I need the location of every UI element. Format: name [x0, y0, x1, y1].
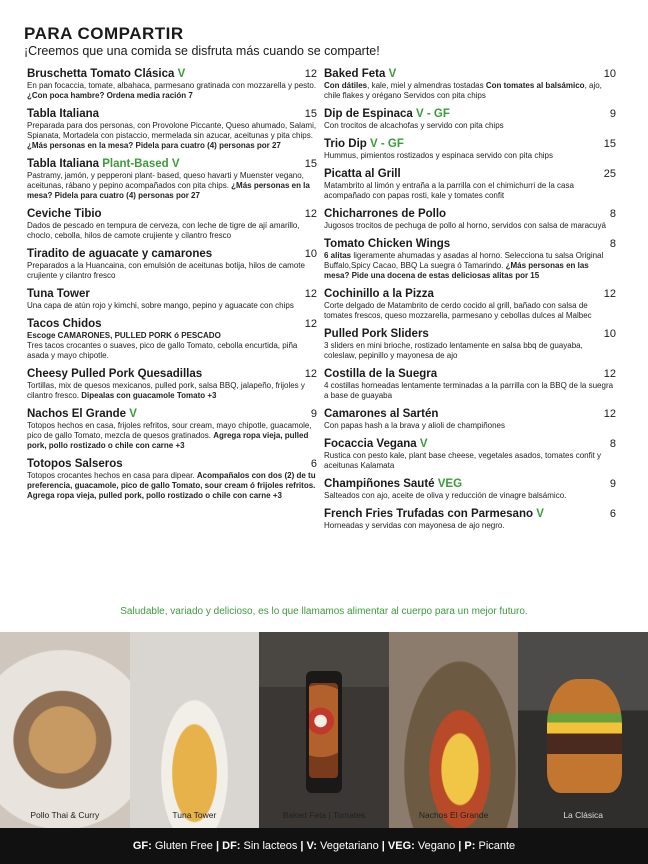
menu-item-title — [324, 507, 544, 521]
photo-pollo-thai — [0, 632, 130, 828]
diet-tag: V - GF — [370, 138, 404, 150]
menu-item-name: Picatta al Grill — [324, 168, 401, 180]
menu-item-description — [324, 151, 616, 161]
photo-baked-feta — [259, 632, 389, 828]
menu-item — [27, 247, 317, 281]
menu-item-header — [324, 287, 616, 301]
menu-item-name: Nachos El Grande — [27, 408, 127, 420]
menu-item-header — [324, 67, 616, 81]
menu-item-header — [324, 237, 616, 251]
menu-item-name: Pulled Pork Sliders — [324, 328, 429, 340]
description-text: Totopos hechos en casa, frijoles refritos, sour cream, mayo chipotle, guacamole, pico de gallo Tomato, mezcla de quesos gratinados. — [27, 421, 312, 440]
menu-item-price: 10 — [603, 328, 616, 340]
legend-v: V: Vegetariano — [306, 840, 379, 852]
menu-item-description — [27, 81, 317, 101]
menu-item — [324, 207, 616, 231]
diet-tag: VEG — [437, 478, 463, 490]
description-note: ¿Con poca hambre? Ordena media ración 7 — [27, 91, 193, 100]
menu-item-title — [27, 247, 212, 261]
legend-separator: | — [215, 840, 220, 852]
menu-item-name: Bruschetta Tomato Clásica — [27, 68, 175, 80]
menu-item-header — [27, 407, 317, 421]
menu-item-name: Chicharrones de Pollo — [324, 208, 447, 220]
menu-item-title — [324, 207, 446, 221]
menu-item-description — [324, 221, 616, 231]
legend-veg: VEG: Vegano — [387, 840, 456, 852]
menu-item-price: 12 — [603, 368, 616, 380]
menu-item-description — [324, 251, 616, 281]
menu-item — [324, 327, 616, 361]
description-text: 4 costillas horneadas lentamente terminadas a la parrilla con la BBQ de la suegra a base de guayaba — [324, 381, 614, 400]
menu-item-description — [324, 381, 616, 401]
menu-item-name: Baked Feta — [324, 68, 386, 80]
menu-item-header — [324, 137, 616, 151]
menu-item-title — [324, 137, 404, 151]
menu-item-price: 12 — [304, 318, 317, 330]
menu-item-header — [324, 327, 616, 341]
menu-item — [324, 367, 616, 401]
menu-item-price: 8 — [609, 208, 616, 220]
description-highlight: Escoge CAMARONES, PULLED PORK ó PESCADO — [27, 331, 221, 340]
description-text: Una capa de atún rojo y kimchi, sobre mango, pepino y aguacate con chips — [27, 301, 294, 310]
description-text: ligeramente ahumadas y asadas al horno. Selecciona tu salsa Original Buffalo,Spicy Cacao, BBQ La suegra ó Tamarindo. — [324, 251, 604, 270]
menu-item-description — [27, 261, 317, 281]
menu-item-title — [324, 287, 434, 301]
menu-item-price: 10 — [603, 68, 616, 80]
menu-item-title — [27, 157, 180, 171]
menu-item-name: Tiradito de aguacate y camarones — [27, 248, 213, 260]
menu-item — [27, 287, 317, 311]
diet-tag: V — [536, 508, 544, 520]
menu-item-price: 25 — [603, 168, 616, 180]
legend-separator: | — [381, 840, 385, 852]
menu-item-price: 6 — [609, 508, 616, 520]
legend-p: P: Picante — [464, 840, 516, 852]
menu-item — [27, 317, 317, 361]
menu-item-header — [27, 67, 317, 81]
menu-item-header — [324, 477, 616, 491]
menu-item-header — [27, 207, 317, 221]
menu-item-title — [324, 477, 462, 491]
description-highlight: Con dátiles — [324, 81, 368, 90]
menu-item-name: Tacos Chidos — [27, 318, 102, 330]
menu-item-header — [324, 507, 616, 521]
description-text: Salteados con ajo, aceite de oliva y reducción de vinagre balsámico. — [324, 491, 567, 500]
menu-item — [27, 407, 317, 451]
menu-item-name: Totopos Salseros — [27, 458, 123, 470]
description-text: Corte delgado de Matambrito de cerdo cocido al grill, bañado con salsa de tomates frescos, queso mozzarella, parmesano y cebollas dulces al Malbec — [324, 301, 592, 320]
description-text: Con trocitos de alcachofas y servido con pita chips — [324, 121, 504, 130]
menu-item-header — [27, 367, 317, 381]
menu-item-description — [324, 181, 616, 201]
description-text: Hummus, pimientos rostizados y espinaca servido con pita chips — [324, 151, 553, 160]
menu-item-price: 12 — [603, 408, 616, 420]
menu-item-price: 8 — [609, 438, 616, 450]
menu-header — [24, 24, 380, 59]
menu-item-title — [324, 367, 437, 381]
diet-tag: V — [388, 68, 397, 80]
description-text: 3 sliders en mini brioche, rostizado lentamente en salsa bbq de guayaba, coleslaw, pepinillo y mayonesa de ajo — [324, 341, 583, 360]
menu-item-header — [27, 247, 317, 261]
description-text: Con papas hash a la brava y alioli de champiñones — [324, 421, 506, 430]
menu-item-title — [27, 407, 137, 421]
menu-item — [27, 457, 317, 501]
menu-item-title — [27, 317, 102, 331]
description-text: Totopos crocantes hechos en casa para dipear. — [27, 471, 195, 480]
menu-item — [324, 107, 616, 131]
right-menu-column — [324, 67, 616, 537]
menu-item-title — [27, 67, 185, 81]
menu-item — [324, 237, 616, 281]
description-text: Tres tacos crocantes o suaves, pico de gallo Tomato, cebolla encurtida, piña asada y mayo chipotle. — [27, 341, 298, 360]
menu-item — [324, 167, 616, 201]
menu-item-name: Cheesy Pulled Pork Quesadillas — [27, 368, 203, 380]
menu-item-header — [324, 437, 616, 451]
burger-graphic — [547, 679, 622, 793]
photo-caption: La Clásica — [563, 810, 604, 820]
menu-item-title — [324, 437, 428, 451]
menu-item-name: French Fries Trufadas con Parmesano — [324, 508, 533, 520]
menu-item-description — [27, 381, 317, 401]
menu-item-title — [324, 407, 438, 421]
menu-item — [324, 67, 616, 101]
menu-item-description — [27, 421, 317, 451]
menu-item-name: Focaccia Vegana — [324, 438, 417, 450]
description-note: ¿Más personas en la mesa? Pidela para cuatro (4) personas por 27 — [27, 181, 310, 200]
description-text: En pan focaccia, tomate, albahaca, parmesano gratinada con mozzarella y pesto. — [27, 81, 317, 90]
description-text: Jugosos trocitos de pechuga de pollo al horno, servidos con salsa de maracuyá — [324, 221, 606, 230]
description-text: , ajo, chile flakes y orégano Servidos con pita chips — [324, 81, 602, 100]
menu-item-price: 9 — [609, 478, 616, 490]
photo-la-clasica — [518, 632, 648, 828]
menu-item-description — [324, 81, 616, 101]
menu-item-price: 6 — [310, 458, 317, 470]
menu-item-price: 15 — [304, 108, 317, 120]
menu-item-header — [324, 167, 616, 181]
section-title: PARA COMPARTIR — [24, 24, 184, 43]
menu-item-title — [27, 367, 202, 381]
photo-caption: Tuna Tower — [172, 810, 217, 820]
diet-legend — [0, 828, 648, 864]
menu-item-header — [27, 457, 317, 471]
menu-item-title — [324, 237, 450, 251]
menu-item — [324, 477, 616, 501]
menu-item-price: 10 — [304, 248, 317, 260]
menu-item-name: Tomato Chicken Wings — [324, 238, 451, 250]
pan-graphic — [306, 671, 342, 793]
diet-tag: V — [129, 408, 137, 420]
menu-item — [27, 157, 317, 201]
menu-item-description — [324, 451, 616, 471]
description-text: , kale, miel y almendras tostadas — [367, 81, 484, 90]
description-note: ¿Más personas en la mesa? Pidela para cuatro (4) personas por 27 — [27, 141, 281, 150]
description-text: Dados de pescado en tempura de cerveza, con leche de tigre de ají amarillo, choclo, cebolla, hilos de camote crujiente y cilantro fresco — [27, 221, 300, 240]
menu-item-header — [27, 287, 317, 301]
photo-nachos — [389, 632, 519, 828]
menu-item-description — [27, 121, 317, 151]
menu-item-price: 8 — [609, 238, 616, 250]
photo-caption: Nachos El Grande — [418, 810, 489, 820]
menu-item-title — [324, 167, 401, 181]
menu-item-description — [27, 331, 317, 361]
menu-item-title — [324, 327, 429, 341]
menu-item-name: Cochinillo a la Pizza — [324, 288, 434, 300]
menu-item-description — [27, 221, 317, 241]
menu-item-description — [27, 301, 317, 311]
description-text: Rustica con pesto kale, plant base cheese, vegetales asados, tomates confit y aceitunas Kalamata — [324, 451, 602, 470]
legend-separator: | — [300, 840, 304, 852]
description-text: Matambrito al limón y entraña a la parrilla con el chimichurri de la casa acompañado con papas rosti, kale y tomates confit — [324, 181, 574, 200]
menu-item-price: 12 — [304, 68, 317, 80]
menu-item — [27, 107, 317, 151]
menu-item — [324, 287, 616, 321]
description-note: Agrega ropa vieja, pulled pork, pollo rostizado o chile con carne +3 — [27, 431, 309, 450]
menu-item-description — [27, 471, 317, 501]
description-note: Dipealas con guacamole Tomato +3 — [81, 391, 217, 400]
menu-item-title — [27, 287, 90, 301]
diet-tag: V — [177, 68, 186, 80]
menu-item-description — [324, 121, 616, 131]
description-note: Acompañalos con dos (2) de tu preferencia, guacamole, pico de gallo Tomato, sour cream ó frijoles refritos. Agrega ropa vieja, pulled pork, pollo rostizado o chile con carne +3 — [27, 471, 316, 500]
menu-item-title — [27, 457, 123, 471]
menu-item-title — [324, 67, 396, 81]
menu-item-header — [324, 207, 616, 221]
photo-strip — [0, 632, 648, 828]
menu-item — [324, 407, 616, 431]
diet-tag: V — [419, 438, 428, 450]
menu-item — [27, 67, 317, 101]
menu-item-title — [324, 107, 450, 121]
menu-item-title — [27, 107, 99, 121]
menu-item — [324, 137, 616, 161]
menu-item-description — [324, 521, 616, 531]
menu-item — [324, 437, 616, 471]
menu-item-name: Champiñones Sauté — [324, 478, 435, 490]
menu-item-name: Costilla de la Suegra — [324, 368, 438, 380]
menu-item-name: Dip de Espinaca — [324, 108, 413, 120]
photo-tuna-tower — [130, 632, 260, 828]
description-text: Pastramy, jamón, y pepperoni plant- based, queso havarti y Muenster vegano, aceitunas, rábano y pepino acompañados con pita chips. — [27, 171, 304, 190]
description-text: Preparados a la Huancaina, con emulsión de aceitunas botija, hilos de camote crujiente y cilantro fresco — [27, 261, 305, 280]
slogan: Saludable, variado y delicioso, es lo que llamamos alimentar al cuerpo para un mejor futuro. — [120, 606, 528, 617]
menu-item-price: 15 — [603, 138, 616, 150]
diet-tag: V - GF — [416, 108, 450, 120]
menu-item — [324, 507, 616, 531]
menu-item-name: Tuna Tower — [27, 288, 90, 300]
photo-caption: Baked Feta | Tomates — [282, 810, 366, 820]
legend-gf: GF: Gluten Free — [132, 840, 213, 852]
section-subtitle: ¡Creemos que una comida se disfruta más cuando se comparte! — [24, 44, 380, 58]
menu-item-price: 9 — [609, 108, 616, 120]
menu-item-header — [324, 107, 616, 121]
menu-item-description — [324, 491, 616, 501]
menu-item-header — [324, 367, 616, 381]
menu-item-name: Camarones al Sartén — [324, 408, 439, 420]
menu-item-price: 15 — [304, 158, 317, 170]
menu-item-description — [324, 421, 616, 431]
menu-item-title — [27, 207, 102, 221]
menu-item-price: 12 — [304, 288, 317, 300]
description-note: Con tomates al balsámico — [485, 81, 585, 90]
menu-item — [27, 367, 317, 401]
menu-item-price: 12 — [603, 288, 616, 300]
diet-tag: Plant-Based V — [102, 158, 180, 170]
description-text: Horneadas y servidas con mayonesa de ajo negro. — [324, 521, 505, 530]
menu-item — [27, 207, 317, 241]
menu-item-name: Tabla Italiana — [27, 158, 100, 170]
menu-item-header — [324, 407, 616, 421]
menu-item-price: 12 — [304, 368, 317, 380]
menu-item-name: Tabla Italiana — [27, 108, 100, 120]
menu-item-header — [27, 107, 317, 121]
menu-item-name: Ceviche Tibio — [27, 208, 102, 220]
menu-item-name: Trio Dip — [324, 138, 367, 150]
menu-item-description — [324, 341, 616, 361]
description-note: ¿Más personas en las mesa? Pide una docena de estas deliciosas alitas por 15 — [324, 261, 589, 280]
menu-item-description — [324, 301, 616, 321]
legend-df: DF: Sin lacteos — [222, 840, 298, 852]
menu-item-header — [27, 317, 317, 331]
menu-item-description — [27, 171, 317, 201]
menu-item-price: 12 — [304, 208, 317, 220]
description-text: Preparada para dos personas, con Provolone Piccante, Queso ahumado, Salami, Spianata, Mortadela con pistaccio, mermelada sin azucar, aceitunas y pita chips. — [27, 121, 317, 140]
left-menu-column — [27, 67, 317, 507]
menu-item-header — [27, 157, 317, 171]
description-text: Tortillas, mix de quesos mexicanos, pulled pork, salsa BBQ, jalapeño, frijoles y cilantro fresco. — [27, 381, 305, 400]
description-highlight: 6 alitas — [324, 251, 352, 260]
legend-separator: | — [458, 840, 462, 852]
menu-item-price: 9 — [310, 408, 317, 420]
photo-caption: Pollo Thai & Curry — [30, 810, 100, 820]
